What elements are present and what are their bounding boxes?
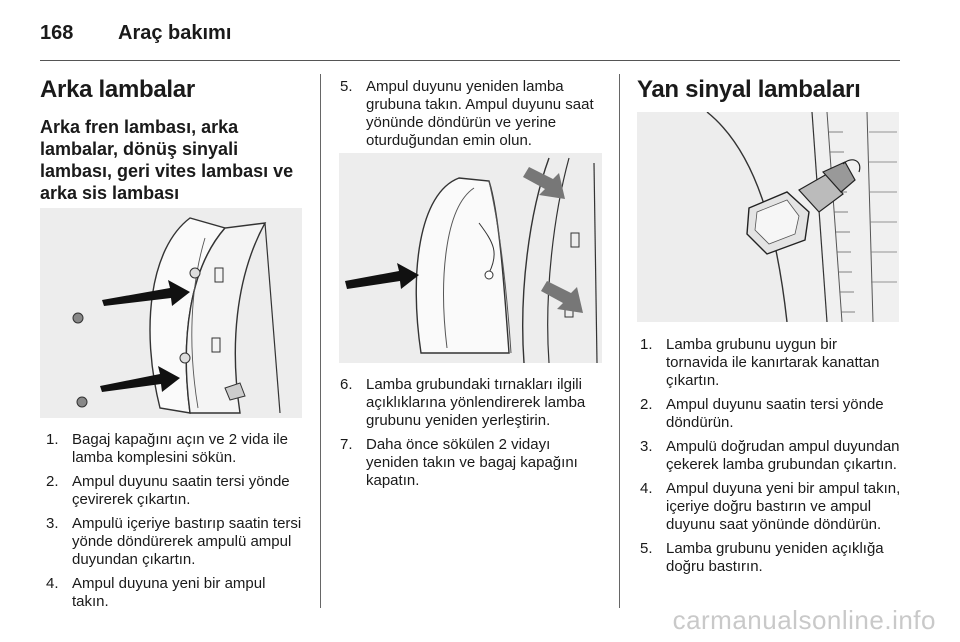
rear-lamp-steps-list [46,431,304,617]
list-item: 7. Daha önce sökülen 2 vidayı yeniden takın ve bagaj kapağını kapatın. [340,436,578,489]
list-item: 2. Ampul duyunu saatin tersi yönde döndürün. [640,396,884,431]
list-item: 5. Lamba grubunu yeniden açıklığa doğru bastırın. [640,540,884,575]
list-item: 3. Ampulü doğrudan ampul duyundan çekerek lamba grubundan çıkartın. [640,438,900,473]
rear-lamp-steps-list-continued [340,78,602,156]
list-item: 4. Ampul duyuna yeni bir ampul takın. [46,575,266,610]
section-heading-rear-lamps: Arka lambalar [40,76,195,103]
page-number: 168 [40,22,74,44]
rear-lamp-screws-illustration [40,208,302,418]
list-item: 5. Ampul duyunu yeniden lamba grubuna takın. Ampul duyunu saat yönünde döndürün ve yerine oturduğundan emin olun. [340,78,594,149]
list-item: 1. Bagaj kapağını açın ve 2 vida ile lamba komplesini sökün. [46,431,288,466]
side-indicator-illustration [637,112,899,322]
list-item: 6. Lamba grubundaki tırnakları ilgili açıklıklarına yönlendirerek lamba grubunu yeniden yerleştirin. [340,376,586,429]
subsection-heading-rear-lamps: Arka fren lambası, arka lambalar, dönüş sinyali lambası, geri vites lambası ve arka sis lambası [40,117,294,203]
rear-lamp-steps-list-final [340,376,602,496]
column-divider-right [619,74,620,608]
list-item: 1. Lamba grubunu uygun bir tornavida ile kanırtarak kanattan çıkartın. [640,336,880,389]
list-item: 2. Ampul duyunu saatin tersi yönde çevirerek çıkartın. [46,473,290,508]
chapter-title: Araç bakımı [118,22,232,44]
watermark: carmanualsonline.info [672,605,936,635]
section-heading-side-indicators: Yan sinyal lambaları [637,76,861,103]
header-rule [40,60,900,61]
list-item: 3. Ampulü içeriye bastırıp saatin tersi yönde döndürerek ampulü ampul duyundan çıkartın. [46,515,302,568]
column-divider-left [320,74,321,608]
list-item: 4. Ampul duyuna yeni bir ampul takın, içeriye doğru bastırın ve ampul duyunu saat yönünde döndürün. [640,480,901,533]
side-indicator-steps-list [640,336,902,582]
lamp-cluster-refit-illustration [339,153,602,363]
